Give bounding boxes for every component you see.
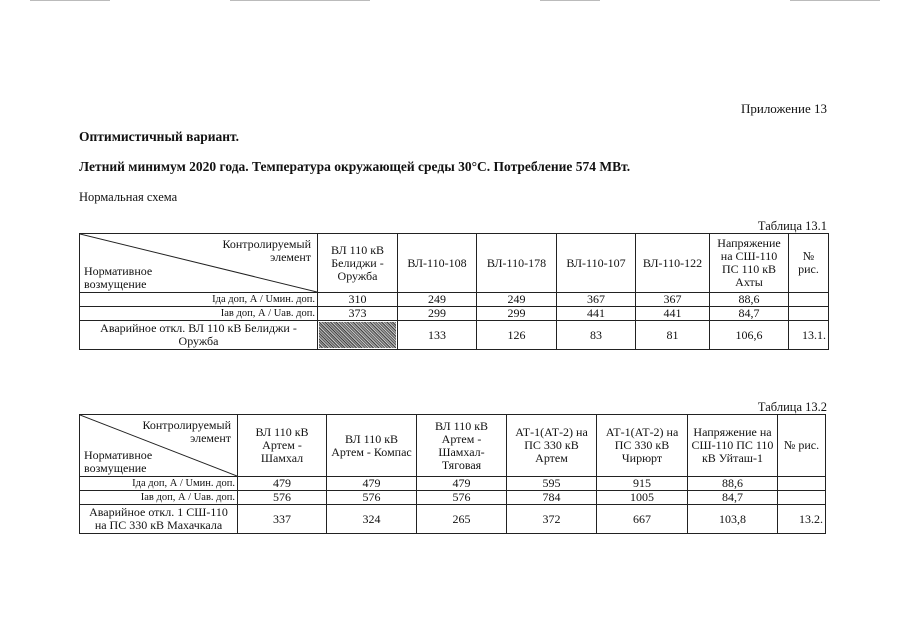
table1-cell: 299 — [398, 307, 477, 321]
table1-col-header: ВЛ-110-178 — [477, 234, 557, 293]
scan-artifact — [540, 0, 600, 1]
table2-cell: 479 — [417, 477, 507, 491]
table1-col-header: ВЛ-110-122 — [636, 234, 710, 293]
table2-event-label: Аварийное откл. 1 СШ-110 на ПС 330 кВ Махачкала — [80, 505, 238, 534]
table1-col-header: Напряжение на СШ-110 ПС 110 кВ Ахты — [710, 234, 789, 293]
heading-variant: Оптимистичный вариант. — [79, 129, 239, 144]
table1-cell: 441 — [557, 307, 636, 321]
table1-cell: 81 — [636, 321, 710, 350]
table2-cell: 784 — [507, 491, 597, 505]
table1-cell: 249 — [477, 293, 557, 307]
table2-corner-bottom: Нормативное возмущение — [84, 448, 153, 475]
table2-cell: 1005 — [597, 491, 688, 505]
table2-cell: 576 — [327, 491, 417, 505]
table1-cell: 249 — [398, 293, 477, 307]
scheme-label: Нормальная схема — [79, 190, 178, 204]
table1-cell: 126 — [477, 321, 557, 350]
table2-col-header: ВЛ 110 кВ Артем - Компас — [327, 415, 417, 477]
table2-cell: 103,8 — [688, 505, 778, 534]
scan-artifact — [790, 0, 880, 1]
table2-cell — [778, 491, 826, 505]
table2-col-header: ВЛ 110 кВ Артем - Шамхал- Тяговая — [417, 415, 507, 477]
table1-cell: 367 — [636, 293, 710, 307]
scan-noise — [319, 322, 396, 348]
table1-cell: 84,7 — [710, 307, 789, 321]
table1-event-label: Аварийное откл. ВЛ 110 кВ Белиджи - Оружба — [80, 321, 318, 350]
table-13-1 — [79, 233, 829, 350]
table2-caption: Таблица 13.2 — [757, 400, 827, 414]
table2-cell: 372 — [507, 505, 597, 534]
table2-cell: 479 — [327, 477, 417, 491]
table1-cell: 83 — [557, 321, 636, 350]
table1-cell: 299 — [477, 307, 557, 321]
appendix-label: Приложение 13 — [740, 101, 827, 116]
table2-limit-label-2: Iав доп, А / Uав. доп. — [80, 491, 238, 505]
table2-col-header: АТ-1(АТ-2) на ПС 330 кВ Чирюрт — [597, 415, 688, 477]
table1-cell: 310 — [318, 293, 398, 307]
table2-cell: 595 — [507, 477, 597, 491]
table2-cell: 915 — [597, 477, 688, 491]
table1-cell — [789, 307, 829, 321]
table1-cell: 106,6 — [710, 321, 789, 350]
table1-cell — [789, 293, 829, 307]
table2-cell: 84,7 — [688, 491, 778, 505]
table2-corner-header — [80, 415, 238, 477]
table2-col-header: ВЛ 110 кВ Артем - Шамхал — [238, 415, 327, 477]
table2-cell: 479 — [238, 477, 327, 491]
table1-limit-label-1: Iда доп, А / Uмин. доп. — [80, 293, 318, 307]
table2-col-header: № рис. — [778, 415, 826, 477]
table1-cell: 373 — [318, 307, 398, 321]
table2-cell: 576 — [417, 491, 507, 505]
heading-conditions: Летний минимум 2020 года. Температура окружающей среды 30°С. Потребление 574 МВт. — [79, 159, 631, 174]
table1-corner-bottom: Нормативное возмущение — [84, 264, 153, 291]
table2-cell: 88,6 — [688, 477, 778, 491]
table1-col-header: ВЛ 110 кВ Белиджи - Оружба — [318, 234, 398, 293]
table2-cell: 576 — [238, 491, 327, 505]
table1-corner-top: Контролируемый элемент — [222, 237, 311, 264]
table1-cell: 367 — [557, 293, 636, 307]
table2-limit-label-1: Iда доп, А / Uмин. доп. — [80, 477, 238, 491]
table-13-2 — [79, 414, 826, 534]
table2-cell — [778, 477, 826, 491]
table1-corner-header — [80, 234, 318, 293]
table2-cell: 667 — [597, 505, 688, 534]
scan-artifact — [230, 0, 370, 1]
table1-limit-label-2: Iав доп, А / Uав. доп. — [80, 307, 318, 321]
table1-cell: 133 — [398, 321, 477, 350]
table2-cell: 13.2. — [778, 505, 826, 534]
table2-cell: 265 — [417, 505, 507, 534]
scan-artifact — [30, 0, 110, 1]
table1-col-header: № рис. — [789, 234, 829, 293]
table2-col-header: АТ-1(АТ-2) на ПС 330 кВ Артем — [507, 415, 597, 477]
table1-col-header: ВЛ-110-108 — [398, 234, 477, 293]
table1-scan-noise-cell — [318, 321, 398, 350]
table2-corner-top: Контролируемый элемент — [142, 418, 231, 445]
table2-cell: 337 — [238, 505, 327, 534]
table1-cell: 88,6 — [710, 293, 789, 307]
table1-caption: Таблица 13.1 — [757, 219, 827, 233]
table1-cell: 13.1. — [789, 321, 829, 350]
table1-col-header: ВЛ-110-107 — [557, 234, 636, 293]
table2-col-header: Напряжение на СШ-110 ПС 110 кВ Уйташ-1 — [688, 415, 778, 477]
table1-cell: 441 — [636, 307, 710, 321]
table2-cell: 324 — [327, 505, 417, 534]
